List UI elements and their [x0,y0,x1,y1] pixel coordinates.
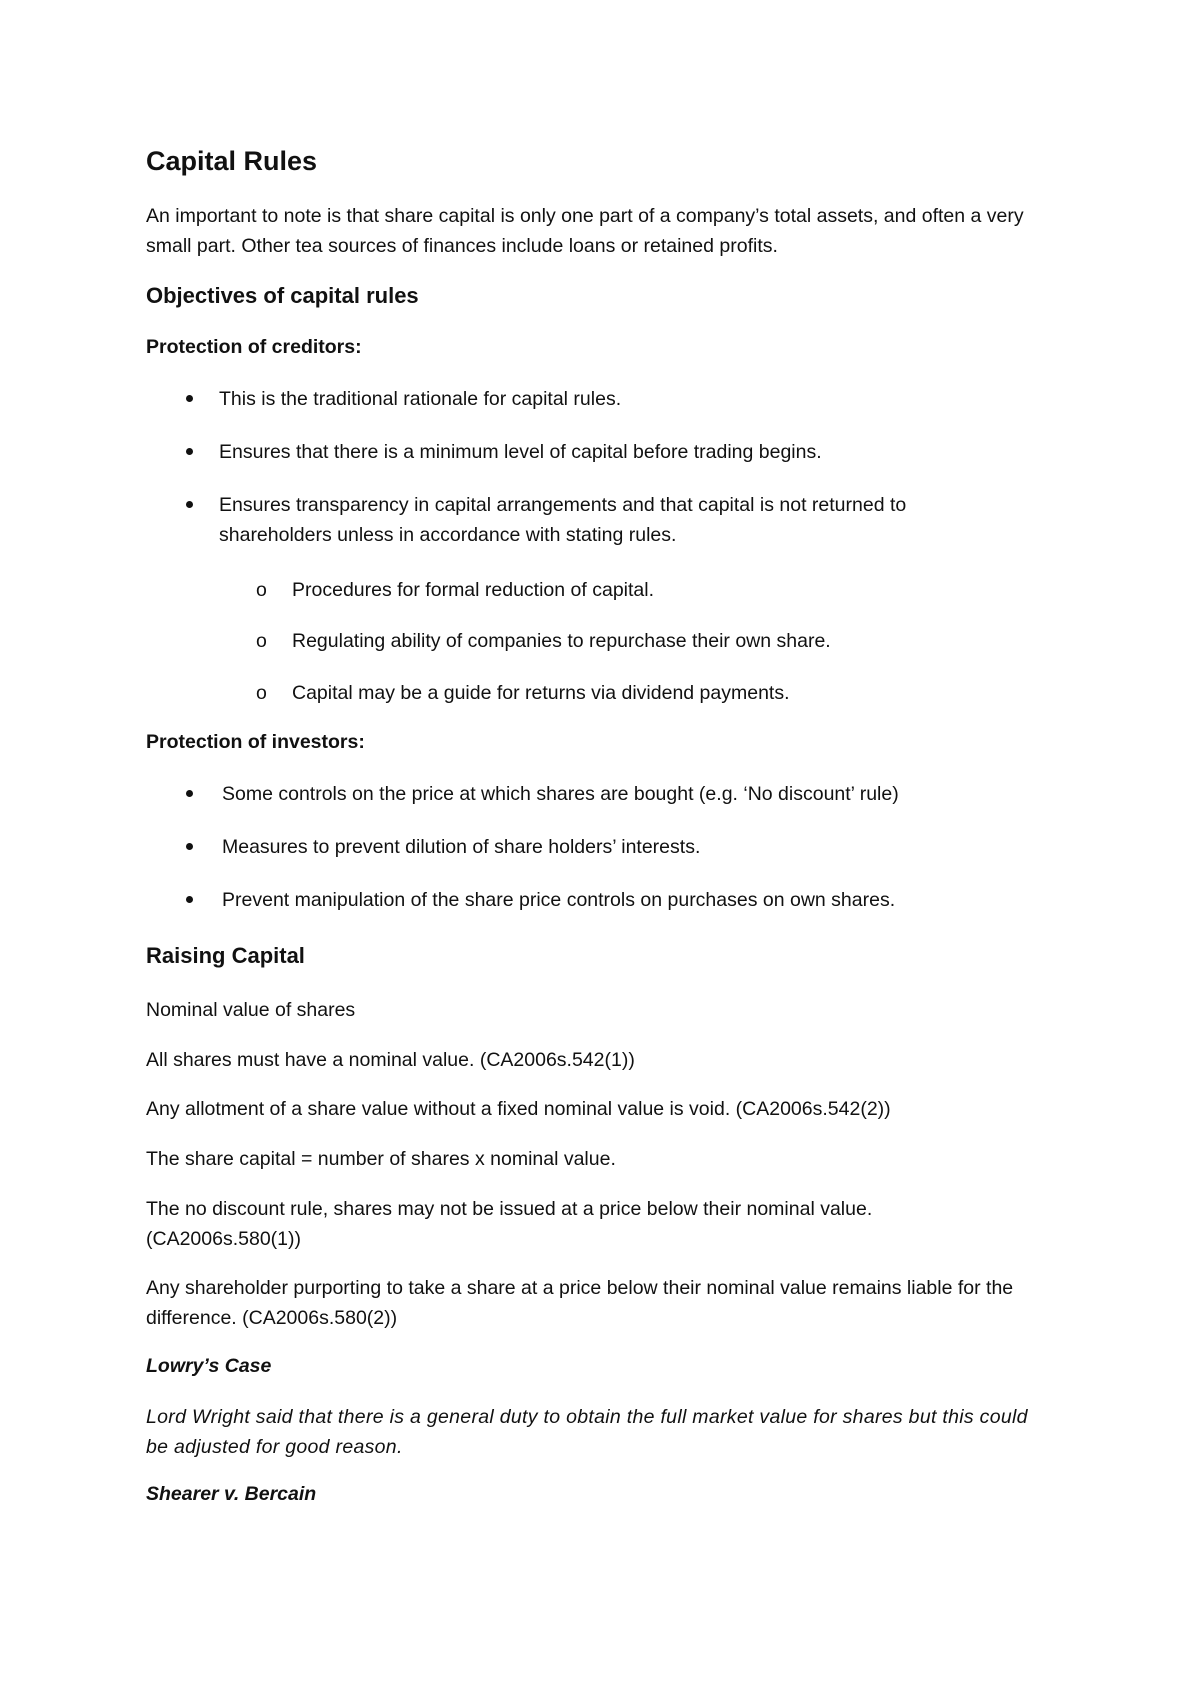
objectives-heading: Objectives of capital rules [146,283,419,308]
raising-paragraph: All shares must have a nominal value. (CA2006s.542(1)) [146,1049,635,1071]
bullet-icon [186,448,193,455]
case-title: Shearer v. Bercain [146,1483,317,1505]
creditors-sub-bullet: Regulating ability of companies to repurchase their own share. [292,630,831,652]
investors-bullet: Measures to prevent dilution of share holders’ interests. [222,836,701,858]
creditors-bullet: Ensures transparency in capital arrangements and that capital is not returned to shareholders unless in accordance with stating rules. [219,494,907,546]
sub-bullet-marker: o [256,682,267,704]
intro-paragraph: An important to note is that share capital is only one part of a company’s total assets, and often a very small part. Other tea sources of finances include loans or retained profits. [146,205,1024,257]
raising-paragraph: Any shareholder purporting to take a share at a price below their nominal value remains liable for the difference. (CA2006s.580(2)) [146,1277,1014,1329]
bullet-icon [186,790,193,797]
page-title: Capital Rules [146,146,318,176]
bullet-icon [186,843,193,850]
raising-paragraph: The share capital = number of shares x nominal value. [146,1148,616,1170]
bullet-icon [186,501,193,508]
case-title: Lowry’s Case [146,1355,272,1377]
raising-paragraph: Any allotment of a share value without a fixed nominal value is void. (CA2006s.542(2)) [146,1098,891,1120]
creditors-heading: Protection of creditors: [146,336,362,358]
raising-capital-heading: Raising Capital [146,943,305,968]
investors-heading: Protection of investors: [146,731,365,753]
investors-bullet: Some controls on the price at which shares are bought (e.g. ‘No discount’ rule) [222,783,899,805]
sub-bullet-marker: o [256,579,267,601]
investors-bullet: Prevent manipulation of the share price controls on purchases on own shares. [222,889,896,911]
bullet-icon [186,395,193,402]
raising-paragraph: The no discount rule, shares may not be issued at a price below their nominal value. (CA2006s.580(1)) [146,1198,873,1250]
bullet-icon [186,896,193,903]
sub-bullet-marker: o [256,630,267,652]
creditors-bullet: This is the traditional rationale for capital rules. [219,388,622,410]
raising-paragraph: Nominal value of shares [146,999,356,1021]
creditors-sub-bullet: Capital may be a guide for returns via dividend payments. [292,682,790,704]
case-text: Lord Wright said that there is a general duty to obtain the full market value for shares but this could be adjusted for good reason. [146,1406,1028,1458]
creditors-sub-bullet: Procedures for formal reduction of capital. [292,579,655,601]
creditors-bullet: Ensures that there is a minimum level of capital before trading begins. [219,441,822,463]
